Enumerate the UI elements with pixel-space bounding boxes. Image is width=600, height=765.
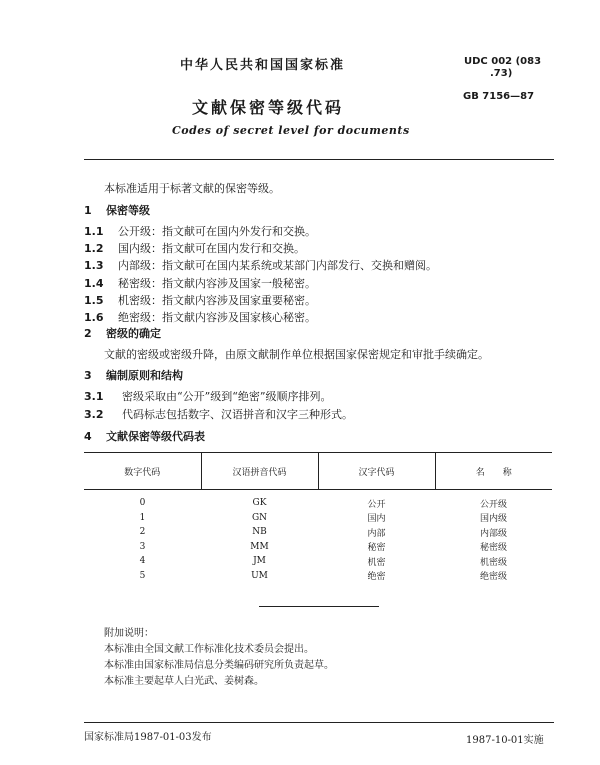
table-cell: 内部 [367, 528, 386, 539]
table-cell: 绝密 [367, 572, 386, 583]
table-row [84, 569, 552, 584]
table-row [84, 511, 552, 526]
list-item: 3.2 代码标志包括数字、汉语拼音和汉字三种形式。 [84, 407, 353, 421]
notes-line: 本标准由国家标准局信息分类编码研究所负责起草。 [104, 660, 334, 671]
list-item: 1.6 绝密级：指文献内容涉及国家核心秘密。 [84, 311, 316, 325]
list-item: 3.1 密级采取由“公开”级到“绝密”级顺序排列。 [84, 390, 332, 403]
table-cell: 机密 [367, 557, 386, 568]
section-3-list [84, 388, 353, 423]
org-title: 中华人民共和国国家标准 [180, 58, 346, 73]
section-4-number: 4 [84, 430, 92, 443]
table-cell: JM [253, 556, 266, 567]
section-1-list [84, 223, 437, 326]
table-cell: GK [252, 498, 267, 509]
table-cell: 3 [139, 541, 146, 552]
table-cell: 绝密级 [479, 572, 507, 583]
table-cell: UM [251, 570, 268, 581]
section-4-heading [84, 428, 205, 444]
table-cell: 秘密级 [479, 543, 507, 554]
section-4-title: 文献保密等级代码表 [106, 430, 205, 443]
list-item: 1.4 秘密级：指文献内容涉及国家一般秘密。 [84, 276, 316, 290]
notes-separator [259, 606, 379, 607]
column-header: 汉字代码 [318, 453, 435, 490]
list-item: 1.3 内部级：指文献可在国内某系统或某部门内部发行、交换和赠阅。 [84, 259, 437, 273]
column-header: 名 称 [435, 453, 552, 490]
intro-text: 本标准适用于标著文献的保密等级。 [104, 182, 280, 195]
column-header: 数字代码 [84, 453, 201, 490]
section-3-title: 编制原则和结构 [106, 369, 183, 382]
table-cell: 内部级 [479, 528, 507, 539]
table-cell: 公开 [367, 499, 386, 510]
notes-line: 本标准由全国文献工作标准化技术委员会提出。 [104, 644, 314, 655]
section-1-number: 1 [84, 204, 92, 217]
table-cell: 2 [139, 527, 146, 538]
notes-title: 附加说明： [104, 628, 154, 639]
list-item: 1.1 公开级：指文献可在国内外发行和交换。 [84, 225, 316, 238]
table-cell: 5 [139, 570, 146, 581]
table-cell: NB [252, 527, 267, 538]
table-row [84, 540, 552, 555]
table-cell: GN [251, 512, 268, 523]
title-cn: 文献保密等级代码 [192, 98, 345, 117]
header-rule [84, 159, 554, 160]
udc-code-line2: .73) [490, 68, 513, 79]
table-cell: 0 [139, 498, 146, 509]
effective-date: 1987-10-01实施 [466, 735, 544, 746]
section-2-title: 密级的确定 [106, 327, 161, 340]
table-cell: 秘密 [367, 543, 386, 554]
title-en: Codes of secret level for documents [172, 124, 410, 137]
table-row [84, 490, 552, 511]
table-header-row [84, 453, 552, 490]
table-cell: 1 [139, 512, 146, 523]
gb-code: GB 7156—87 [463, 91, 535, 102]
list-item: 1.5 机密级：指文献内容涉及国家重要秘密。 [84, 293, 316, 307]
code-table [84, 452, 552, 583]
table-cell: 公开级 [479, 499, 507, 510]
table-row [84, 554, 552, 569]
list-item: 1.2 国内级：指文献可在国内发行和交换。 [84, 242, 305, 256]
issued-date: 国家标准局1987-01-03发布 [84, 732, 212, 743]
section-3-heading [84, 367, 183, 383]
table-cell: 国内级 [479, 514, 507, 525]
footer-rule [84, 722, 554, 723]
table-cell: 4 [139, 556, 146, 567]
udc-code-line1: UDC 002 (083 [464, 56, 542, 67]
table-cell: MM [250, 541, 269, 552]
section-3-number: 3 [84, 369, 92, 382]
section-1-heading [84, 202, 150, 218]
section-2-heading [84, 325, 161, 341]
column-header: 汉语拼音代码 [201, 453, 318, 490]
table-cell: 国内 [367, 514, 386, 525]
section-1-title: 保密等级 [106, 204, 150, 217]
section-2-number: 2 [84, 327, 92, 340]
section-2-body: 文献的密级或密级升降，由原文献制作单位根据国家保密规定和审批手续确定。 [104, 348, 489, 361]
notes-block [104, 626, 334, 690]
table-row [84, 525, 552, 540]
table-cell: 机密级 [479, 557, 507, 568]
notes-line: 本标准主要起草人白光武、姜树森。 [104, 676, 264, 687]
